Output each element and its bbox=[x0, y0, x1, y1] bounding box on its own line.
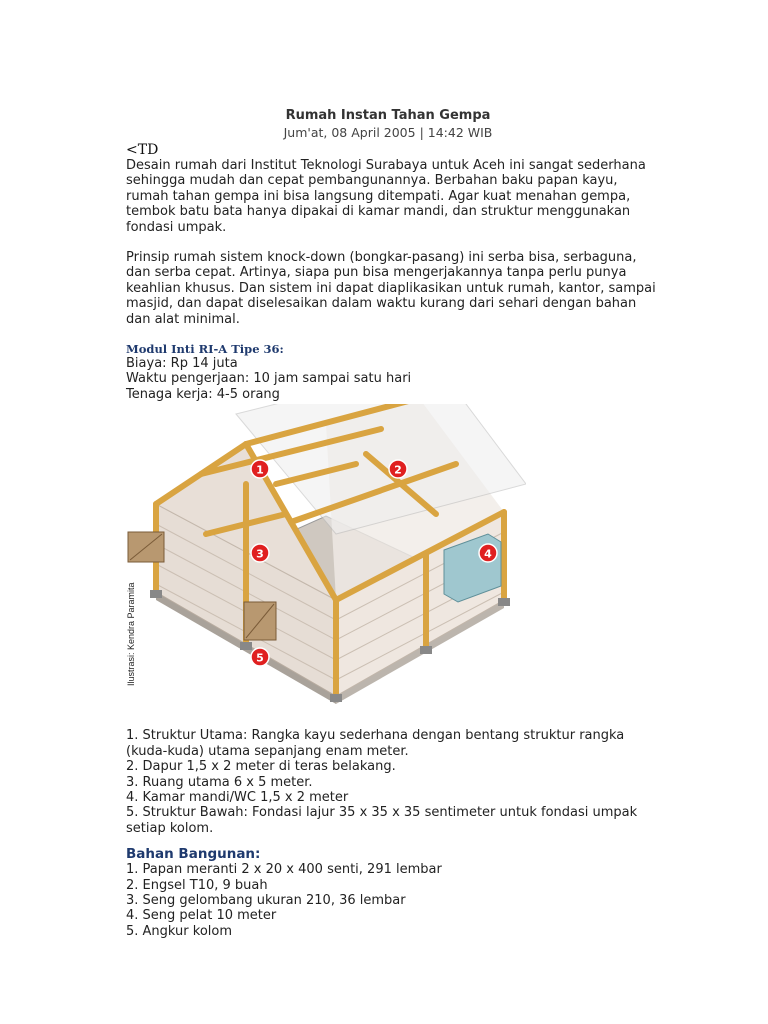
materials-heading: Bahan Bangunan: bbox=[126, 846, 261, 863]
module-duration: Waktu pengerjaan: 10 jam sampai satu hari bbox=[126, 371, 412, 387]
marker-5 bbox=[251, 648, 269, 666]
marker-3 bbox=[251, 544, 269, 562]
article bbox=[126, 108, 656, 939]
module-workers: Tenaga kerja: 4-5 orang bbox=[126, 386, 280, 402]
module-cost: Biaya: Rp 14 juta bbox=[126, 356, 238, 372]
marker-4-label: 4 bbox=[484, 547, 492, 561]
paragraph-intro: Desain rumah dari Institut Teknologi Surabaya untuk Aceh ini sangat sederhana sehingga mudah dan cepat pembangunannya. Berbahan baku papan kayu, rumah tahan gempa ini bisa langsung ditempati. Agar kuat menahan gempa, tembok batu bata hanya dipakai di kamar mandi, dan struktur menggunakan fondasi umpak. bbox=[126, 158, 646, 235]
legend-item: 2. Dapur 1,5 x 2 meter di teras belakang. bbox=[126, 759, 396, 775]
material-item: 3. Seng gelombang ukuran 210, 36 lembar bbox=[126, 892, 406, 908]
stray-td-text: <TD bbox=[126, 142, 159, 158]
house-illustration bbox=[126, 404, 526, 716]
material-item: 4. Seng pelat 10 meter bbox=[126, 908, 277, 924]
legend-list bbox=[126, 728, 656, 836]
material-item: 1. Papan meranti 2 x 20 x 400 senti, 291 lembar bbox=[126, 862, 442, 878]
materials-list bbox=[126, 862, 656, 939]
illustration-credit: Ilustrasi: Kendra Paramita bbox=[126, 582, 136, 687]
legend-item: 4. Kamar mandi/WC 1,5 x 2 meter bbox=[126, 789, 349, 805]
article-title: Rumah Instan Tahan Gempa bbox=[285, 108, 491, 123]
legend-item: 5. Struktur Bawah: Fondasi lajur 35 x 35 x 35 sentimeter untuk fondasi umpak setiap kolom. bbox=[126, 805, 638, 836]
marker-2 bbox=[389, 460, 407, 478]
house-drawing bbox=[126, 404, 526, 716]
marker-5-label: 5 bbox=[256, 651, 264, 665]
legend-item: 1. Struktur Utama: Rangka kayu sederhana dengan bentang struktur rangka (kuda-kuda) utama sepanjang enam meter. bbox=[126, 728, 625, 759]
paragraph-principle: Prinsip rumah sistem knock-down (bongkar-pasang) ini serba bisa, serbaguna, dan serba cepat. Artinya, siapa pun bisa mengerjakannya tanpa perlu punya keahlian khusus. Dan sistem ini dapat diaplikasikan untuk rumah, kantor, sampai masjid, dan dapat diselesaikan dalam waktu kurang dari sehari dengan bahan dan alat minimal. bbox=[126, 250, 656, 327]
module-title: Modul Inti RI-A Tipe 36: bbox=[126, 342, 284, 357]
marker-4 bbox=[479, 544, 497, 562]
material-item: 5. Angkur kolom bbox=[126, 923, 233, 939]
article-date: Jum'at, 08 April 2005 | 14:42 WIB bbox=[283, 125, 493, 140]
marker-1-label: 1 bbox=[256, 463, 264, 477]
marker-3-label: 3 bbox=[256, 547, 264, 561]
marker-2-label: 2 bbox=[394, 463, 402, 477]
marker-1 bbox=[251, 460, 269, 478]
material-item: 2. Engsel T10, 9 buah bbox=[126, 877, 268, 893]
legend-item: 3. Ruang utama 6 x 5 meter. bbox=[126, 774, 313, 790]
